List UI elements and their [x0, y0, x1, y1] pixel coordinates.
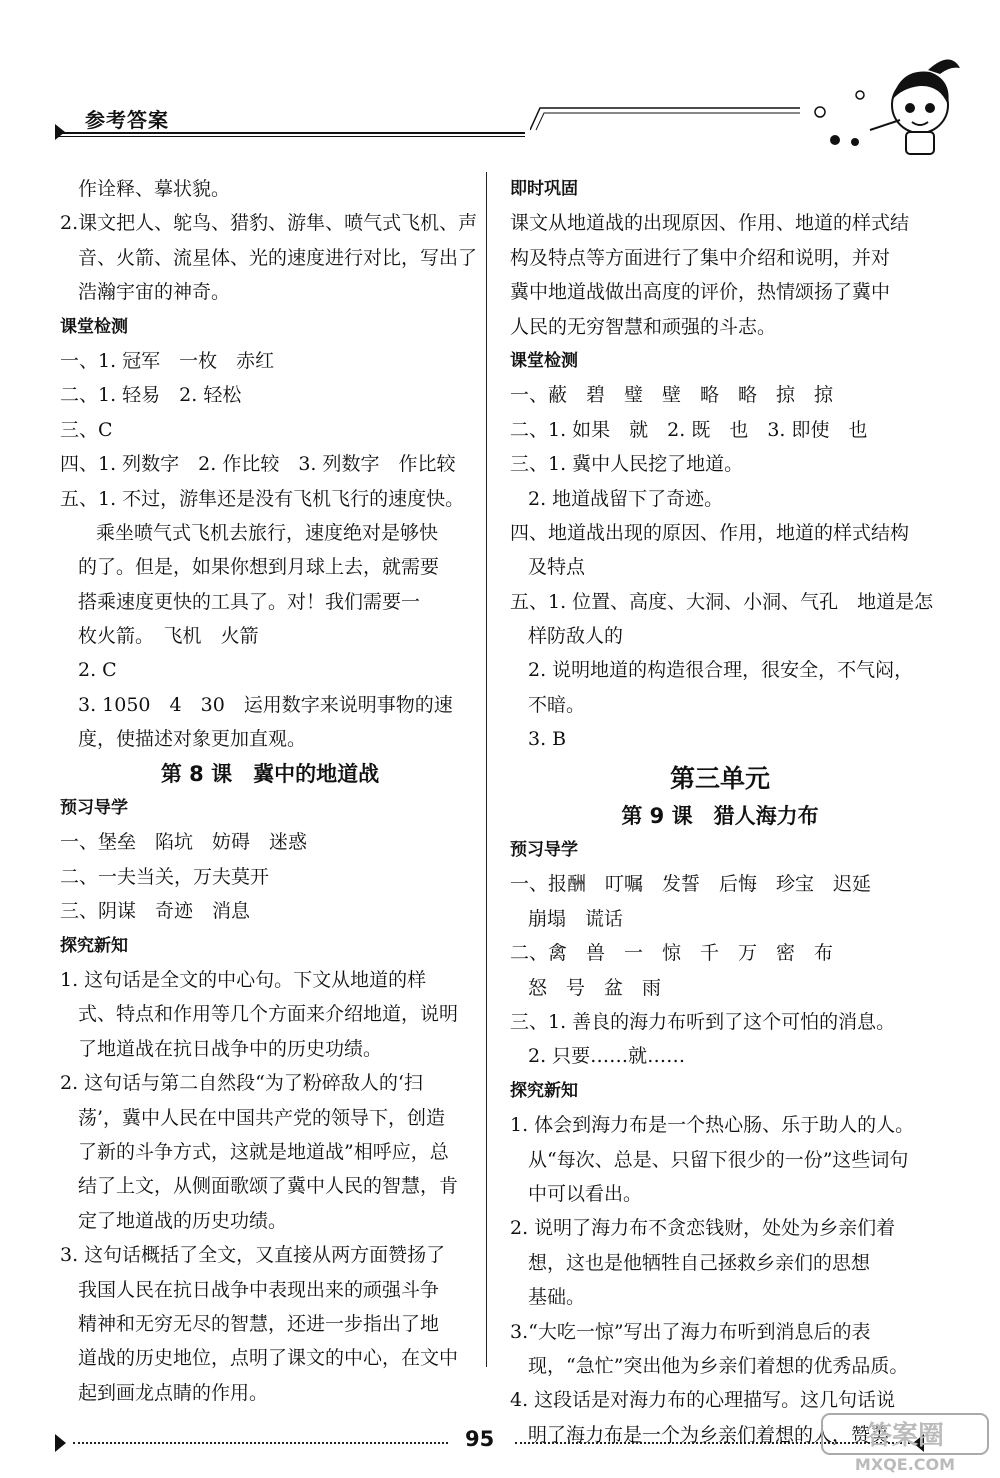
text-line: 一、蔽 碧 璧 壁 略 略 掠 掠: [510, 384, 834, 407]
text-line: 了新的斗争方式，这就是地道战”相呼应，总: [78, 1140, 449, 1163]
text-line: 了地道战在抗日战争中的历史功绩。: [78, 1037, 383, 1060]
column-divider: [486, 172, 487, 1367]
text-line: 结了上文，从侧面歌颂了冀中人民的智慧，肯: [78, 1175, 459, 1198]
section-heading: 探究新知: [60, 935, 128, 956]
text-line: 现，“急忙”突出他为乡亲们着想的优秀品质。: [528, 1354, 909, 1377]
section-heading: 即时巩固: [510, 179, 578, 199]
lesson-title: 第 8 课 冀中的地道战: [160, 761, 380, 786]
text-line: 二、一夫当关，万夫莫开: [60, 865, 270, 888]
text-line: 定了地道战的历史功绩。: [78, 1209, 288, 1232]
lesson-title: 第 9 课 猎人海力布: [621, 803, 819, 828]
right-column: [510, 172, 934, 1452]
section-heading: 预习导学: [510, 840, 578, 861]
text-line: 冀中地道战做出高度的评价，热情颂扬了冀中: [510, 281, 891, 304]
text-line: 式、特点和作用等几个方面来介绍地道，说明: [78, 1003, 459, 1026]
header-title: 参考答案: [85, 108, 169, 132]
text-line: 我国人民在抗日战争中表现出来的顽强斗争: [78, 1278, 440, 1301]
footer-dotted-rule-left: [73, 1442, 448, 1444]
text-line: 崩塌 谎话: [528, 907, 624, 930]
text-line: 4. 这段话是对海力布的心理描写。这几句话说: [510, 1389, 896, 1412]
text-line: 一、报酬 叮嘱 发誓 后悔 珍宝 迟延: [510, 873, 872, 896]
text-line: 1. 这句话是全文的中心句。下文从地道的样: [60, 968, 427, 991]
text-line: 五、1. 位置、高度、大洞、小洞、气孔 地道是怎: [510, 590, 934, 613]
text-line: 2. 说明地道的构造很合理，很安全，不气闷，: [528, 659, 914, 682]
watermark-text-bottom: MXQE.COM: [854, 1455, 956, 1474]
text-line: 一、1. 冠军 一枚 赤红: [60, 349, 275, 372]
text-line: 2. C: [78, 659, 117, 682]
header-rule-thin: [55, 136, 525, 137]
header-swoosh: [530, 103, 800, 131]
text-line: 音、火箭、流星体、光的速度进行对比，写出了: [78, 246, 478, 269]
text-line: 2. 只要……就……: [528, 1045, 686, 1068]
text-line: 三、1. 冀中人民挖了地道。: [510, 453, 744, 476]
text-line: 基础。: [528, 1286, 586, 1309]
text-line: 三、1. 善良的海力布听到了这个可怕的消息。: [510, 1010, 896, 1033]
text-line: 人民的无穷智慧和顽强的斗志。: [510, 315, 777, 338]
text-line: 作诠释、摹状貌。: [78, 178, 231, 200]
text-line: 3.“大吃一惊”写出了海力布听到消息后的表: [510, 1320, 871, 1343]
text-line: 二、禽 兽 一 惊 千 万 密 布: [510, 942, 834, 965]
text-line: 枚火箭。 飞机 火箭: [78, 625, 259, 648]
text-line: 起到画龙点睛的作用。: [78, 1381, 269, 1404]
text-line: 五、1. 不过，游隼还是没有飞机飞行的速度快。: [60, 487, 465, 510]
header-rule: [55, 132, 525, 134]
text-line: 从“每次、总是、只留下很少的一份”这些词句: [528, 1148, 909, 1171]
footer-arrow-left-icon: [55, 1434, 66, 1452]
section-heading: 课堂检测: [510, 350, 578, 371]
text-line: 荡’，冀中人民在中国共产党的领导下，创造: [78, 1106, 446, 1129]
text-line: 3. 这句话概括了全文，又直接从两方面赞扬了: [60, 1244, 446, 1267]
text-line: 1. 体会到海力布是一个热心肠、乐于助人的人。: [510, 1114, 915, 1137]
section-heading: 探究新知: [510, 1080, 578, 1101]
text-line: 一、堡垒 陷坑 妨碍 迷惑: [60, 831, 308, 854]
text-line: 三、阴谋 奇迹 消息: [60, 900, 251, 923]
text-line: 及特点: [528, 556, 586, 579]
text-line: 课文从地道战的出现原因、作用、地道的样式结: [510, 212, 910, 235]
page-header: [55, 100, 535, 140]
text-line: 构及特点等方面进行了集中介绍和说明，并对: [510, 246, 891, 269]
watermark-text-top: 答案圈: [865, 1421, 945, 1451]
text-line: 2. 说明了海力布不贪恋钱财，处处为乡亲们着: [510, 1217, 896, 1240]
text-line: 精神和无穷无尽的智慧，还进一步指出了地: [78, 1312, 440, 1335]
text-line: 3. B: [528, 728, 567, 751]
text-line: 样防敌人的: [528, 625, 624, 648]
text-line: 2.课文把人、鸵鸟、猎豹、游隼、喷气式飞机、声: [60, 212, 478, 235]
section-heading: 课堂检测: [60, 316, 128, 337]
page-number: 95: [465, 1427, 495, 1451]
text-line: 2. 地道战留下了奇迹。: [528, 487, 724, 510]
text-line: 道战的历史地位，点明了课文的中心，在文中: [78, 1347, 459, 1370]
text-line: 2. 这句话与第二自然段“为了粉碎敌人的‘扫: [60, 1072, 423, 1095]
text-line: 3. 1050 4 30 运用数字来说明事物的速: [78, 693, 453, 716]
text-line: 不暗。: [528, 693, 586, 716]
girl-mascot-icon: [800, 50, 960, 160]
text-line: 四、1. 列数字 2. 作比较 3. 列数字 作比较: [60, 453, 456, 476]
text-line: 四、地道战出现的原因、作用，地道的样式结构: [510, 521, 910, 544]
text-line: 搭乘速度更快的工具了。对！我们需要一: [78, 590, 421, 613]
text-line: 二、1. 如果 就 2. 既 也 3. 即使 也: [510, 418, 868, 441]
text-line: 二、1. 轻易 2. 轻松: [60, 384, 242, 407]
text-line: 中可以看出。: [528, 1182, 643, 1205]
text-line: 的了。但是，如果你想到月球上去，就需要: [78, 556, 440, 579]
section-heading: 预习导学: [60, 798, 128, 819]
text-line: 明了海力布是一个为乡亲们着想的人，赞美: [528, 1423, 890, 1446]
text-line: 度，使描述对象更加直观。: [78, 728, 307, 751]
text-line: 怒 号 盆 雨: [528, 976, 662, 999]
text-line: 浩瀚宇宙的神奇。: [78, 281, 231, 304]
unit-title: 第三单元: [669, 763, 770, 793]
left-column: [60, 172, 480, 1410]
text-line: 想，这也是他牺牲自己拯救乡亲们的思想: [528, 1251, 871, 1274]
text-line: 三、C: [60, 418, 113, 441]
watermark-logo: [820, 1412, 990, 1474]
page-footer: [55, 1427, 935, 1462]
text-line: 乘坐喷气式飞机去旅行，速度绝对是够快: [96, 521, 439, 544]
